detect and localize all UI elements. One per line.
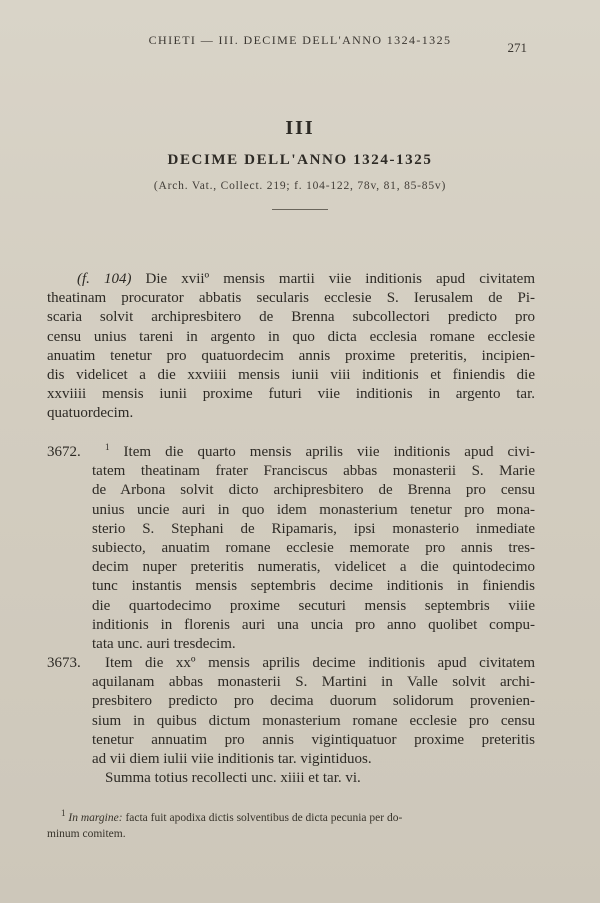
entry-line: unius uncie auri in quo idem monasterium tenetur pro mona- bbox=[92, 501, 535, 518]
entry-line: (f. 104) Die xviiº mensis martii viie inditionis apud civitatem bbox=[77, 271, 536, 287]
footnote-line: $^1$ In margine: facta fuit apodixa dictis solventibus de dicta pecunia per do- bbox=[61, 808, 403, 824]
footnote-line: minum comitem. bbox=[47, 828, 126, 840]
entry-line: die quartodecimo proxime secuturi mensis septembris viiie bbox=[92, 597, 535, 614]
summary-line: Summa totius recollecti unc. xiiii et tar. vi. bbox=[105, 770, 361, 787]
entry-line: presbitero predicto pro decima duorum solidorum provenien- bbox=[92, 693, 535, 710]
entry-line: inditionis in florenis auri una uncia pro anno quolibet compu- bbox=[92, 616, 535, 633]
folio-reference: (f. 104) bbox=[77, 271, 132, 287]
entry-line: scaria solvit archipresbitero de Brenna subcollectori predicto pro bbox=[47, 309, 535, 326]
entry-line: sterio S. Stephani de Ripamaris, ipsi monasterio inmediate bbox=[92, 520, 535, 537]
entry-number: 3672. bbox=[47, 444, 81, 460]
source-citation: (Arch. Vat., Collect. 219; f. 104-122, 78v, 81, 85-85v) bbox=[153, 180, 447, 192]
entry-folio-104 bbox=[47, 270, 535, 424]
entry-line: tenetur annuatim pro annis vigintiquatuor proxime preteritis bbox=[92, 731, 535, 748]
entry-line: tunc instantis mensis septembris decime inditionis in finiendis bbox=[92, 578, 535, 595]
entry-line: subiecto, anuatim romane ecclesie memorate pro annis tres- bbox=[92, 540, 535, 557]
entry-line: Item die xxº mensis aprilis decime inditionis apud civitatem bbox=[105, 655, 535, 671]
section-title: DECIME DELL'ANNO 1324-1325 bbox=[167, 152, 433, 168]
entry-line: xxviiii mensis iunii proxime futuri viie inditionis in argento tar. bbox=[47, 386, 535, 403]
entry-line: decim nuper preteritis numeratis, videlicet a die quintodecimo bbox=[92, 559, 535, 576]
running-head: CHIETI — III. DECIME DELL'ANNO 1324-1325 bbox=[148, 33, 452, 47]
footnote-marker: 1 bbox=[61, 808, 66, 819]
section-number: III bbox=[285, 117, 315, 139]
section-divider bbox=[272, 209, 328, 210]
entry-line: dis videlicet a die xxviiii mensis iunii viii inditionis et finiendis die bbox=[47, 367, 535, 384]
entry-line: quatuordecim. bbox=[47, 405, 134, 422]
entry-line: aquilanam abbas monasterii S. Martini in Valle solvit archi- bbox=[92, 674, 535, 691]
footnote bbox=[47, 810, 535, 842]
footnote-label: In margine: bbox=[68, 812, 123, 824]
entry-line: ad vii diem iulii viie inditionis tar. vigintiduos. bbox=[92, 751, 372, 768]
entry-line: de Arbona solvit dicto archipresbitero de Brenna pro censu bbox=[92, 482, 535, 499]
entry-line: tatem theatinam frater Franciscus abbas monasterii S. Marie bbox=[92, 463, 535, 480]
entry-line: censu unius tareni in argento in quo dicta ecclesia romane ecclesie bbox=[47, 328, 535, 345]
entry-line: tata unc. auri tresdecim. bbox=[92, 636, 236, 653]
footnote-ref: 1 bbox=[105, 442, 110, 452]
entry-line: sium in quibus dictum monasterium romane ecclesie pro censu bbox=[92, 712, 535, 729]
entry-number: 3673. bbox=[47, 655, 81, 671]
entry-line: $^1$ Item die quarto mensis aprilis viie inditionis apud civi- bbox=[105, 442, 536, 460]
entry-line: theatinam procurator abbatis secularis ecclesie S. Ierusalem de Pi- bbox=[47, 290, 535, 307]
page-number: 271 bbox=[507, 40, 527, 55]
entry-line: anuatim tenetur pro quatuordecim annis proxime preteritis, incipien- bbox=[47, 347, 535, 364]
